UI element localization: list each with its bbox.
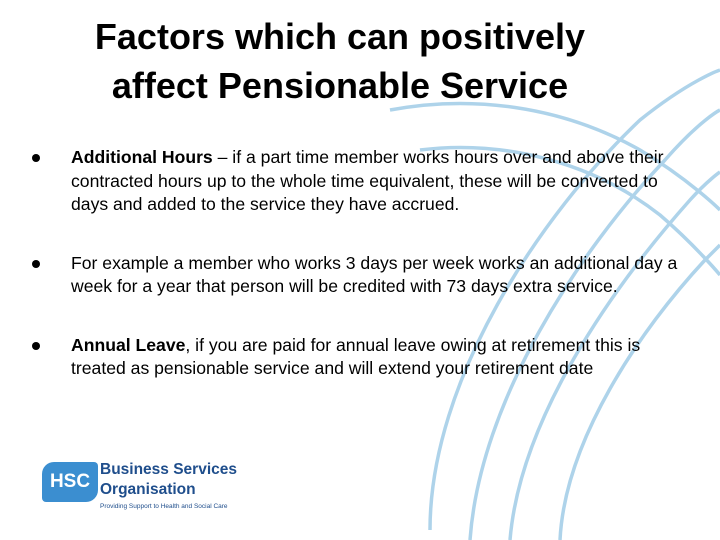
bullet-dot-icon <box>32 260 40 268</box>
bullet-item-example <box>32 252 682 299</box>
bullet-bold-term: Annual Leave <box>71 334 186 355</box>
bullet-dot-icon <box>32 154 40 162</box>
bullet-text: For example a member who works 3 days per week works an additional day a week for a year that person will be credited with 73 days extra service. <box>71 252 678 296</box>
bullet-item-annual-leave <box>32 334 682 381</box>
bullet-bold-term: Additional Hours <box>71 147 213 167</box>
bullet-text: , if you are paid for annual leave owing at retirement this is treated as pensionable service and will extend your retirement date <box>71 334 641 378</box>
bullet-dot-icon <box>32 342 40 350</box>
logo-name-line-2: Organisation <box>100 481 196 498</box>
bullet-item-additional-hours <box>32 146 682 217</box>
bullet-list <box>32 146 682 416</box>
logo-name-line-1: Business Services <box>100 461 238 478</box>
slide-title <box>40 12 640 110</box>
slide-title-line-1: Factors which can positively <box>94 16 586 57</box>
hsc-badge-text: HSC <box>49 471 91 492</box>
hsc-badge-icon <box>42 462 98 502</box>
hsc-bso-logo <box>42 458 242 518</box>
bullet-text: – if a part time member works hours over and above their contracted hours up to the whole time equivalent, these will be converted to days and added to the service they have accrued. <box>71 147 664 214</box>
logo-tagline: Providing Support to Health and Social Care <box>100 503 228 510</box>
slide-title-line-2: affect Pensionable Service <box>111 65 569 106</box>
